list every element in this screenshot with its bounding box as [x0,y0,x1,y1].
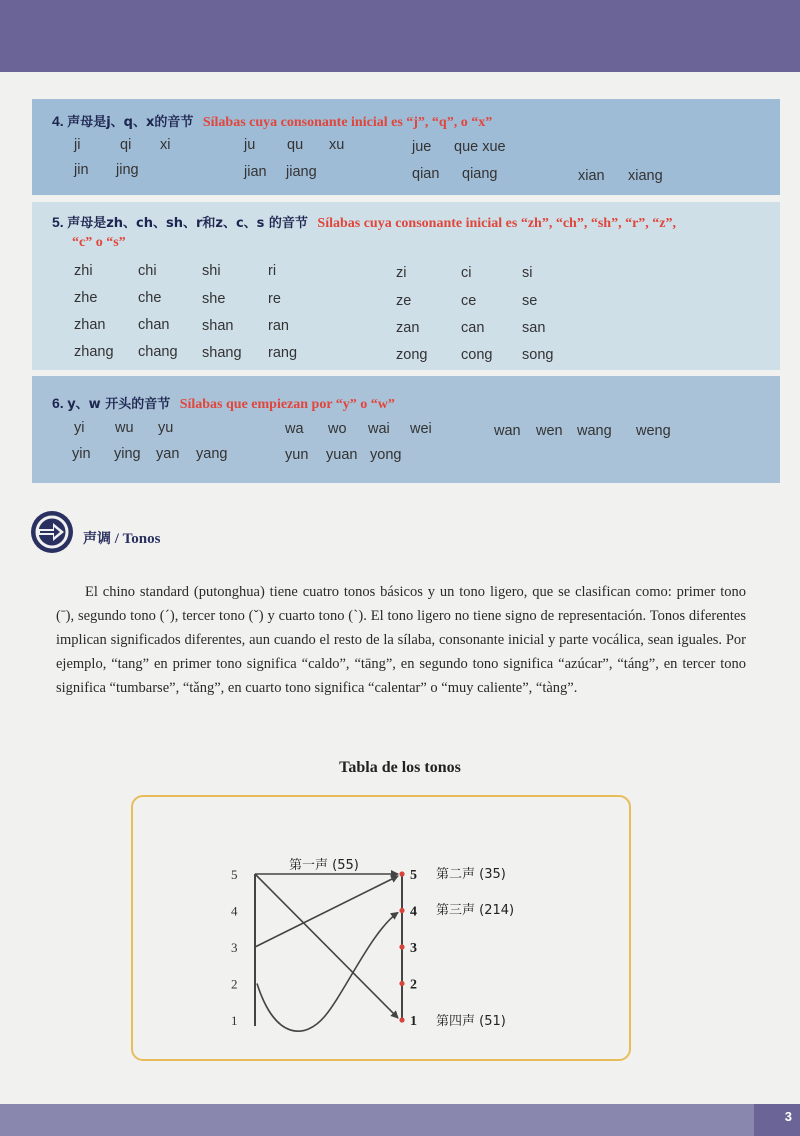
chart-title: Tabla de los tonos [339,759,461,776]
section-number: 6. [52,395,64,411]
syllable: que xue [454,139,506,155]
syllable: qian [412,166,440,182]
syllable: zhan [74,317,106,333]
section-number: 5. [52,214,64,230]
left-level-label: 3 [231,940,238,955]
syllable: zong [396,347,428,363]
section-title-zh: y、w 开头的音节 [67,397,171,412]
syllable: se [522,293,538,309]
syllable: wo [328,421,347,437]
syllable: ci [461,265,472,281]
tone-4-line [255,874,398,1018]
syllable: xi [160,137,171,153]
section-title-es: Sílabas que empiezan por “y” o “w” [179,397,395,412]
syllable: zi [396,265,407,281]
syllable: yong [370,447,402,463]
syllable: qi [120,137,132,153]
syllable: weng [636,423,671,439]
right-level-label: 2 [410,977,417,993]
syllable: ju [244,137,256,153]
section-title-es: Sílabas cuya consonante inicial es “zh”, “ch”, “sh”, “r”, “z”, [317,216,677,231]
syllable: wan [494,423,521,439]
left-level-label: 4 [231,903,238,919]
left-level-labels [231,867,238,1028]
section-4-panel [32,99,780,195]
syllable: zhe [74,290,98,306]
tones-paragraph: El chino standard (putonghua) tiene cuatro tonos básicos y un tono ligero, que se clasifican como: primer tono (ˉ), segundo tono (ˊ), tercer tono (ˇ) y cuarto tono (ˋ). El tono ligero no tiene signo de representación. Tonos diferentes implican significados diferentes, aun cuando el resto de la sílaba, consonante inicial y parte vocálica, sean iguales. Por ejemplo, “tang” en primer tono significa “caldo”, “tāng”, en segundo tono significa “azúcar”, “táng”, en tercer tono significa “tumbarse”, “tǎng”, en cuarto tono significa “calentar” o “muy caliente”, “tàng”. [56,584,746,696]
arrow-circle-icon [29,509,75,555]
syllable: ri [268,263,277,279]
syllable: xian [578,168,605,184]
syllable: wang [577,423,612,439]
right-level-labels [410,868,417,1029]
tone-3-curve [257,913,398,1032]
syllable: yuan [326,447,358,463]
syllable: yu [158,420,174,436]
syllable: jiang [286,164,317,180]
tone-2-label: 第二声 (35) [436,867,506,882]
level-dot [399,1017,404,1022]
syllable: zhang [74,344,114,360]
tone-3-label: 第三声 (214) [436,903,515,918]
syllable: san [522,320,546,336]
syllable: ran [268,318,289,334]
syllable: qu [287,137,304,153]
syllable: yin [72,446,91,462]
syllable: zhi [74,263,93,279]
syllable: ji [74,137,81,153]
level-dot [399,871,404,876]
syllable: rang [268,345,298,361]
syllable: ying [114,446,141,462]
right-level-label: 4 [410,904,417,920]
section-5-panel [32,202,780,370]
syllable: yi [74,420,85,436]
tone-1-label: 第一声 (55) [289,858,359,873]
syllable: wei [410,421,432,437]
syllable: ce [461,293,477,309]
syllable: xiang [628,168,663,184]
syllable: re [268,291,281,307]
syllable: wen [536,423,563,439]
level-dot [399,944,404,949]
syllable: shi [202,263,221,279]
syllable: jian [244,164,267,180]
left-level-label: 2 [231,976,238,992]
syllable: shang [202,345,242,361]
section-5-heading-cont [72,235,126,251]
syllable: song [522,347,554,363]
tone-chart [131,795,631,1061]
syllable: yan [156,446,180,462]
section-title-zh: 声母是zh、ch、sh、r和z、c、s 的音节 [67,216,308,231]
top-band [0,0,800,72]
section-number: 4. [52,113,64,129]
syllable: shan [202,318,234,334]
syllable: wu [115,420,134,436]
syllable: zan [396,320,420,336]
bottom-band [0,1104,800,1136]
syllable: chang [138,344,178,360]
tones-title-es: / Tonos [111,531,161,547]
syllable: jue [412,139,432,155]
section-5-heading [52,212,676,232]
page-number: 3 [754,1104,800,1136]
tones-section-title [83,528,160,548]
section-6-panel [32,376,780,483]
level-dot [399,981,404,986]
syllable: wai [368,421,390,437]
syllable: chi [138,263,157,279]
syllable: can [461,320,485,336]
syllable: che [138,290,162,306]
section-title-es-cont: “c” o “s” [72,235,126,250]
section-4-heading [52,111,492,131]
syllable: chan [138,317,170,333]
left-level-label: 5 [231,867,238,882]
syllable: si [522,265,533,281]
syllable: xu [329,137,345,153]
syllable: ze [396,293,412,309]
right-level-label: 3 [410,941,417,956]
syllable: qiang [462,166,498,182]
syllable: cong [461,347,493,363]
section-title-zh: 声母是j、q、x的音节 [67,115,194,130]
section-title-es: Sílabas cuya consonante inicial es “j”, “q”, o “x” [202,115,493,130]
right-level-label: 5 [410,868,417,883]
tones-title-zh: 声调 [83,531,111,547]
tone-4-label: 第四声 (51) [436,1014,506,1029]
right-level-label: 1 [410,1014,417,1029]
syllable: jin [74,162,89,178]
syllable: yang [196,446,228,462]
syllable: jing [116,162,139,178]
syllable: wa [285,421,304,437]
level-dot [399,908,404,913]
left-level-label: 1 [231,1013,238,1028]
section-6-heading [52,393,395,413]
syllable: she [202,291,226,307]
syllable: yun [285,447,309,463]
